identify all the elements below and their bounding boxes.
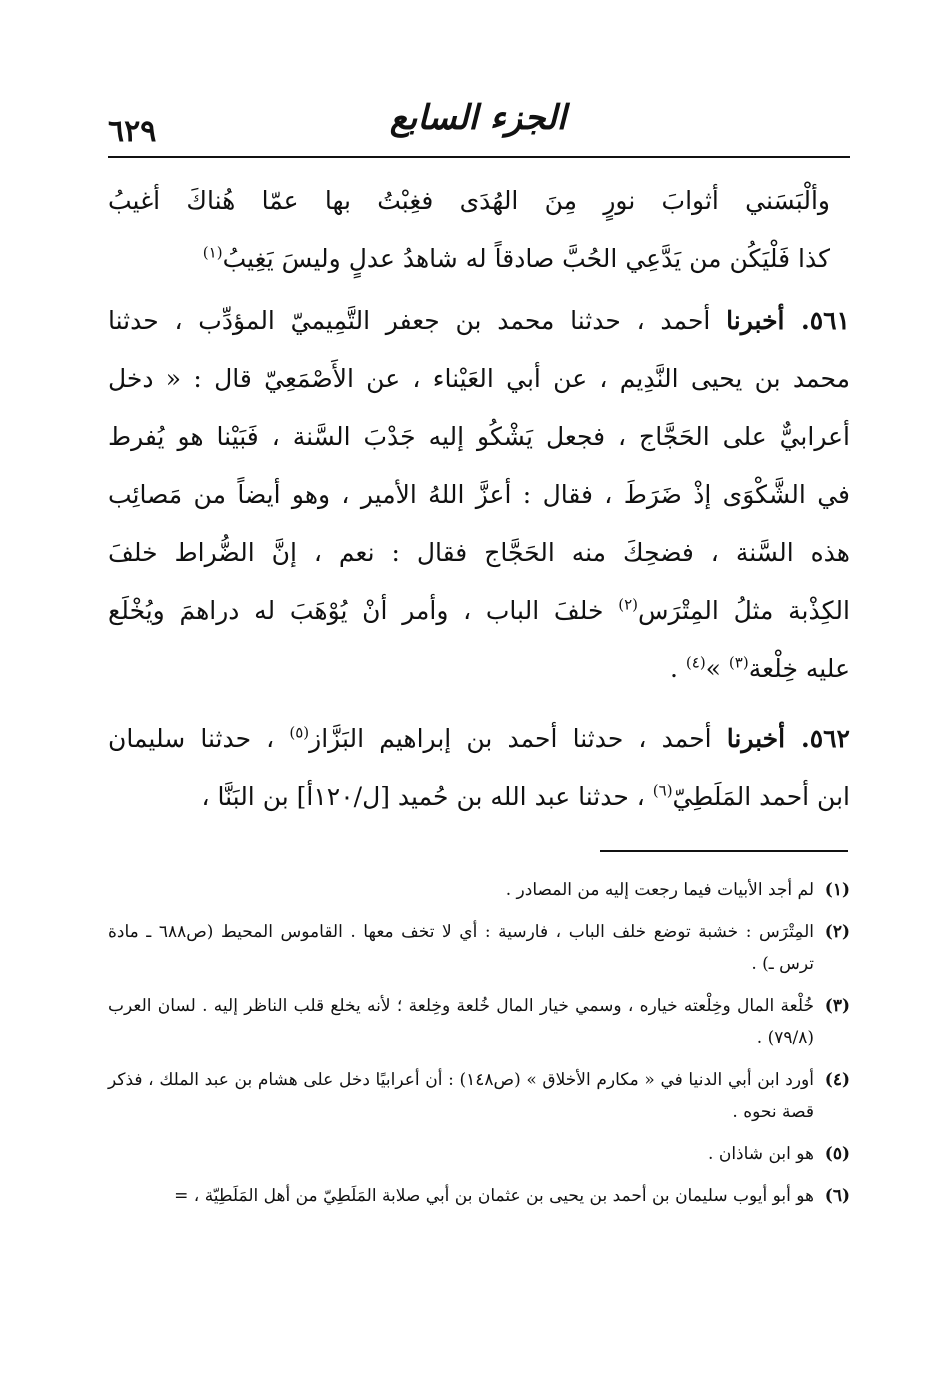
footnote-text: أورد ابن أبي الدنيا في « مكارم الأخلاق » (ص١٤٨) : أن أعرابيًا دخل على هشام بن عبد الملك ، فذكر قصة نحوه .: [108, 1070, 814, 1122]
line-text: هذه السَّنة ، فضحِكَ منه الحَجَّاج فقال : نعم ، إنَّ الضُّراط خلفَ: [108, 538, 850, 567]
footnote-1: [108, 874, 850, 906]
line-text: ، حدثنا سليمان: [108, 724, 290, 753]
line-text: الكِذْبة مثلُ المِتْرَس: [637, 596, 850, 625]
footnote-number: (٥): [824, 1144, 850, 1164]
footnote-text: المِتْرَس : خشبة توضع خلف الباب ، فارسية : أي لا تخف معها . القاموس المحيط (ص٦٨٨ ـ مادة ترس ـ) .: [108, 922, 814, 974]
verse-line-1: [108, 172, 830, 230]
footnote-marker: (٤): [685, 653, 706, 672]
hadith-562-line-1: [108, 710, 850, 768]
footnote-number: (١): [824, 880, 850, 900]
footnotes: [108, 874, 850, 1222]
line-text: أحمد ، حدثنا أحمد بن إبراهيم البَزَّاز: [309, 724, 712, 753]
footnote-rule: [600, 850, 848, 852]
footnote-marker: (١): [202, 243, 223, 262]
footnote-5: [108, 1138, 850, 1170]
hadith-561-line-3: [108, 408, 850, 466]
page-number: ٦٢٩: [108, 114, 157, 149]
line-text: أحمد ، حدثنا محمد بن جعفر التَّمِيميّ المؤدِّب ، حدثنا: [108, 306, 711, 335]
hadith-561-line-2: [108, 350, 850, 408]
footnote-number: (٤): [824, 1070, 850, 1090]
hadith-561-line-4: [108, 466, 850, 524]
footnote-text: خُلْعة المال وخِلْعته خياره ، وسمي خيار المال خُلعة وخِلعة ؛ لأنه يخلع قلب الناظر إليه . لسان العرب (٧٩/٨) .: [108, 996, 814, 1048]
paragraph-gap: [108, 698, 850, 710]
footnote-number: (٦): [824, 1186, 850, 1206]
line-text: عليه خِلْعة: [748, 654, 850, 683]
footnote-marker: (٣): [728, 653, 749, 672]
hadith-number: ٥٦٢. أخبرنا: [726, 724, 850, 753]
hadith-562-line-2: [108, 768, 850, 826]
footnote-4: [108, 1064, 850, 1128]
line-text: أعرابيٌّ على الحَجَّاج ، فجعل يَشْكُو إليه جَدْبَ السَّنة ، فَبَيْنا هو يُفرط: [108, 422, 850, 451]
hadith-561-line-6: [108, 582, 850, 640]
verse-text: وألْبَسَني أثوابَ نورٍ مِنَ الهُدَى فغِبْتُ بها عمّا هُناكَ أغيبُ: [108, 186, 830, 215]
hadith-561-line-5: [108, 524, 850, 582]
footnote-number: (٢): [824, 922, 850, 942]
line-text: »: [705, 654, 729, 683]
line-text: ، حدثنا عبد الله بن حُميد [ل/١٢٠أ] بن البَنَّا ،: [201, 782, 653, 811]
line-text: خلفَ الباب ، وأمر أنْ يُوْهَبَ له دراهمَ ويُخْلَع: [108, 596, 604, 625]
footnote-text: هو ابن شاذان .: [708, 1144, 814, 1164]
line-text: ابن أحمد المَلَطِيّ: [672, 782, 850, 811]
line-text: .: [669, 654, 686, 683]
line-text: في الشَّكْوَى إذْ ضَرَطَ ، فقال : أعزَّ اللهُ الأمير ، وهو أيضاً من مَصائِب: [108, 480, 850, 509]
page-header: [108, 92, 848, 154]
hadith-561-line-1: [108, 292, 850, 350]
footnote-text: هو أبو أيوب سليمان بن أحمد بن يحيى بن عثمان بن أبي صلابة المَلَطِيّ من أهل المَلَطِيّة ، =: [174, 1186, 814, 1206]
verse-text: كذا فَلْيَكُن من يَدَّعِي الحُبَّ صادقاً له شاهدُ عدلٍ وليسَ يَغِيبُ: [222, 244, 830, 273]
footnote-6: [108, 1180, 850, 1212]
running-head: الجزء السابع: [389, 98, 567, 138]
footnote-marker: (٥): [289, 723, 310, 742]
verse-line-2: [108, 230, 830, 288]
footnote-text: لم أجد الأبيات فيما رجعت إليه من المصادر .: [505, 880, 814, 900]
footnote-2: [108, 916, 850, 980]
main-text: [108, 172, 850, 826]
footnote-3: [108, 990, 850, 1054]
header-rule: [108, 156, 850, 158]
footnote-marker: (٦): [652, 781, 673, 800]
line-text: محمد بن يحيى النَّدِيم ، عن أبي العَيْناء ، عن الأَصْمَعِيّ قال : « دخل: [108, 364, 850, 393]
hadith-561-line-7: [108, 640, 850, 698]
footnote-marker: (٢): [618, 595, 638, 614]
footnote-number: (٣): [824, 996, 850, 1016]
hadith-number: ٥٦١. أخبرنا: [726, 306, 850, 335]
